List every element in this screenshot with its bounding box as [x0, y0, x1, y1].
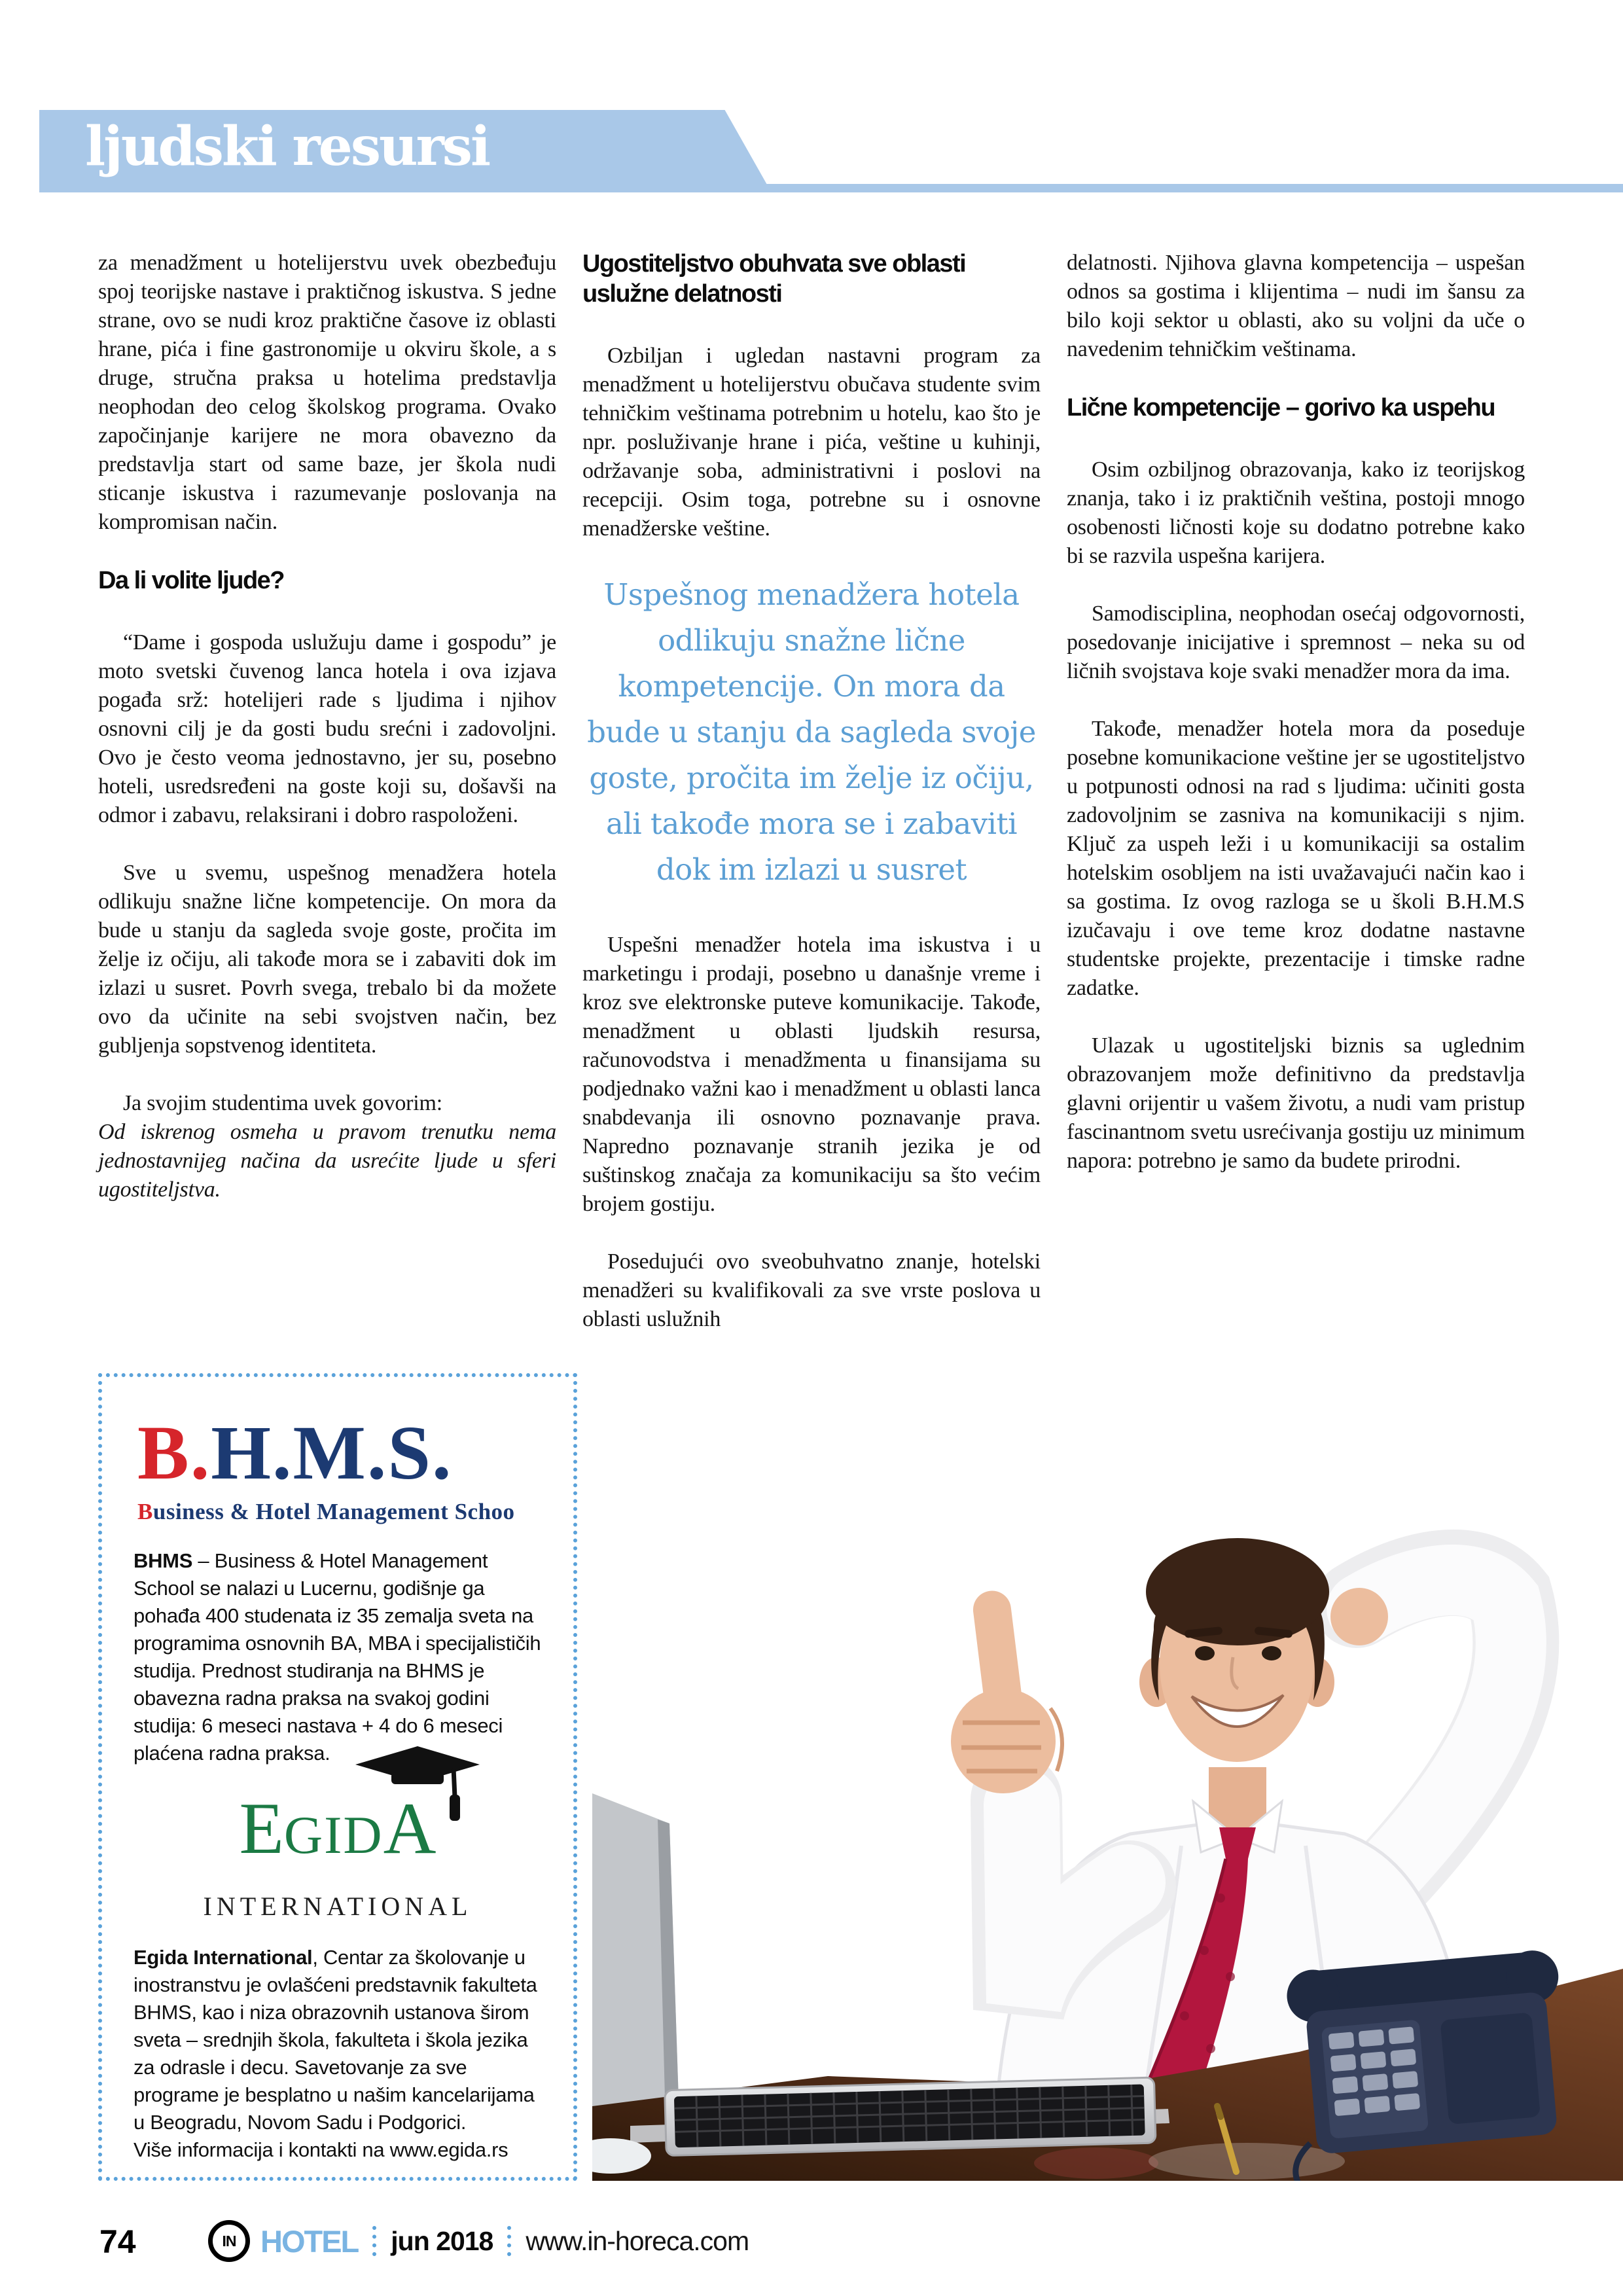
paragraph: Ozbiljan i ugledan nastavni program za menadžment u hotelijerstvu obučava studente svim tehničkim veštinama potrebnim u hotelu, kao što je npr. posluživanje hrane i pića, veštine u kuhinji, održavanje soba, administrativni i poslovi na recepciji. Osim toga, potrebne su i osnovne menadžerske veštine. — [582, 344, 1041, 541]
bhms-sub-initial: B — [137, 1499, 153, 1524]
in-logo-text: IN — [222, 2232, 236, 2250]
paragraph: delatnosti. Njihova glavna kompetencija – uspešan odnos sa gostima i klijentima – nudi im šansu za bilo koji sektor u oblasti, ako su voljni da uče o navedenim tehničkim veštinama. — [1067, 251, 1525, 361]
paragraph-italic: Od iskrenog osmeha u pravom trenutku nema jednostavnijeg načina da usrećite ljude u sferi ugostiteljstva. — [98, 1120, 556, 1202]
egida-international: INTERNATIONAL — [203, 1892, 473, 1921]
footer-brand — [208, 2220, 749, 2262]
monitor-edge — [592, 1793, 679, 2142]
paragraph: za menadžment u hotelijerstvu uvek obezbeđuju spoj teorijske nastave i praktičnog iskustva. S jedne strane, ovo se nudi kroz praktične časove iz oblasti hrane, pića i fine gastronomije u okviru škole, a s druge, stručna praksa u hotelima predstavlja neophodan deo celog školskog programa. Ovako započinjanje karijere ne mora obavezno da predstavlja start od same baze, jer škola nudi sticanje iskustva i razumevanje poslovanja na kompromisan način. — [98, 251, 556, 534]
paragraph: Ja svojim studentima uvek govorim: — [123, 1091, 443, 1115]
page-number: 74 — [99, 2223, 136, 2260]
egida-description — [134, 1944, 542, 2164]
egida-lead: Egida International — [134, 1946, 313, 1969]
bhms-logo — [137, 1410, 542, 1496]
paragraph: Samodisciplina, neophodan osećaj odgovornosti, posedovanje inicijative i spremnost – neka su od ličnih svojstava koje svaki menadžer mora da ima. — [1067, 601, 1525, 683]
bhms-logo-hms: H.M.S. — [211, 1410, 453, 1496]
in-hotel-logo-icon — [208, 2220, 250, 2262]
bhms-logo-b: B. — [137, 1410, 211, 1496]
bhms-description — [134, 1547, 542, 1767]
issue-date: jun 2018 — [391, 2225, 493, 2256]
pull-quote: Uspešnog menadžera hotela odlikuju snažne lične kompetencije. On mora da bude u stanju da sagleda svoje goste, pročita im želje iz očiju, ali takođe mora se i zabaviti dok im izlazi u susret — [587, 577, 1036, 887]
subheading: Ugostiteljstvo obuhvata sve oblasti uslužne delatnosti — [582, 250, 966, 308]
paragraph: Uspešni menadžer hotela ima iskustva i u marketingu i prodaji, posebno u današnje vreme i kroz sve elektronske puteve komunikacije. Takođe, menadžment u oblasti ljudskih resursa, računovodstva i menadžmenta u finansijama su podjednako važni kao i menadžment u oblasti lanca snabdevanja ili osnovno poznavanje prava. Napredno poznavanje stranih jezika je od suštinskog značaja za komunikaciju sa što većim brojem gostiju. — [582, 933, 1041, 1216]
bhms-advert-box — [98, 1373, 577, 2181]
paragraph: Osim ozbiljnog obrazovanja, kako iz teorijskog znanja, tako i iz praktičnih veština, postoji mnogo osobenosti ličnosti koje su dodatno potrebne kako bi se razvila uspešna karijera. — [1067, 457, 1525, 568]
subheading: Da li volite ljude? — [98, 567, 284, 594]
egida-a: A — [383, 1788, 437, 1869]
paragraph: Posedujući ovo sveobuhvatno znanje, hotelski menadžeri su kvalifikovali za sve vrste poslova u oblasti uslužnih — [582, 1249, 1041, 1331]
graduation-cap-icon — [355, 1746, 480, 1828]
dotted-separator — [507, 2226, 511, 2256]
hotel-logo-text: HOTEL — [260, 2223, 359, 2259]
paragraph: Ulazak u ugostiteljski biznis sa uglednim obrazovanjem može definitivno da predstavlja glavni orijentir u vašem životu, a nudi vam pristup fascinantnom svetu usrećivanja gostiju uz minimum napora: potrebno je samo da budete prirodni. — [1067, 1033, 1525, 1173]
egida-gid: GID — [283, 1805, 383, 1865]
bhms-body: – Business & Hotel Management School se nalazi u Lucernu, godišnje ga pohađa 400 studenata iz 35 zemalja sveta na programima osnovnih BA, MBA i specijalističih studija. Prednost studiranja na BHMS je obavezna radna praksa na svakoj godini studija: 6 meseci nastava + 4 do 6 meseci plaćena radna praksa. — [134, 1549, 541, 1765]
egida-e: E — [239, 1788, 284, 1869]
egida-body: , Centar za školovanje u inostranstvu je ovlašćeni predstavnik fakulteta BHMS, kao i niza obrazovnih ustanova širom sveta – srednjih škola, fakulteta i škola jezika za odrasle i decu. Savetovanje za sve programe je besplatno u našim kancelarijama u Beogradu, Novom Sadu i Podgorici. — [134, 1946, 537, 2134]
paragraph: Sve u svemu, uspešnog menadžera hotela odlikuju snažne lične kompetencije. On mora da bude u stanju da sagleda svoje goste, pročita im želje iz očiju, ali takođe mora se i zabaviti dok im izlazi u susret. Povrh svega, trebalo bi da možete ovo da učinite na sebi svojstven način, bez gubljenja sopstvenog identiteta. — [98, 861, 556, 1058]
paragraph: “Dame i gospoda uslužuju dame i gospodu” je moto svetski čuvenog lanca hotela i ova izjava pogađa srž: hotelijeri rade s ljudima i njihov osnovni cilj je da gosti budu srećni i zadovoljni. Ovo je često veoma jednostavno, jer su, posebno hoteli, usredsređeni na goste koji su, došavši na odmor i zabavu, relaksirani i dobro raspoloženi. — [98, 630, 556, 827]
keyboard — [665, 2077, 1156, 2156]
section-title: ljudski resursi — [85, 115, 490, 178]
paragraph: Takođe, menadžer hotela mora da poseduje posebne komunikacione veštine jer se ugostiteljstvo u potpunosti odnosi na rad s ljudima: učiniti gosta zadovoljnim se zasniva na komunikaciji s njim. Ključ za uspeh leži i u komunikaciji sa ostalim hotelskim osobljem na isti uvažavajući način kao i sa gostima. Iz ovog razloga se u školi B.H.M.S izučavaju i ove teme kroz dodatne nastavne studentske projekte, prezentacije i timske radne zadatke. — [1067, 717, 1525, 1000]
egida-contact-line: Više informacija i kontakti na www.egida.rs — [134, 2138, 508, 2161]
bhms-logo-subtitle — [137, 1499, 542, 1525]
bhms-sub-initial-h: H — [255, 1499, 274, 1524]
article-column-1 — [98, 249, 556, 1233]
bhms-lead: BHMS — [134, 1549, 193, 1572]
article-column-2 — [582, 249, 1041, 1363]
egida-logo — [184, 1789, 491, 1922]
office-photo — [592, 1401, 1623, 2181]
bhms-sub-text: usiness & — [152, 1499, 256, 1524]
subheading: Lične kompetencije – gorivo ka uspehu — [1067, 394, 1495, 422]
dotted-separator — [372, 2226, 376, 2256]
header-rule — [39, 184, 1623, 192]
website-url: www.in-horeca.com — [526, 2225, 749, 2256]
article-column-3 — [1067, 249, 1525, 1204]
bhms-sub-text2: otel Management Schoo — [274, 1499, 515, 1524]
